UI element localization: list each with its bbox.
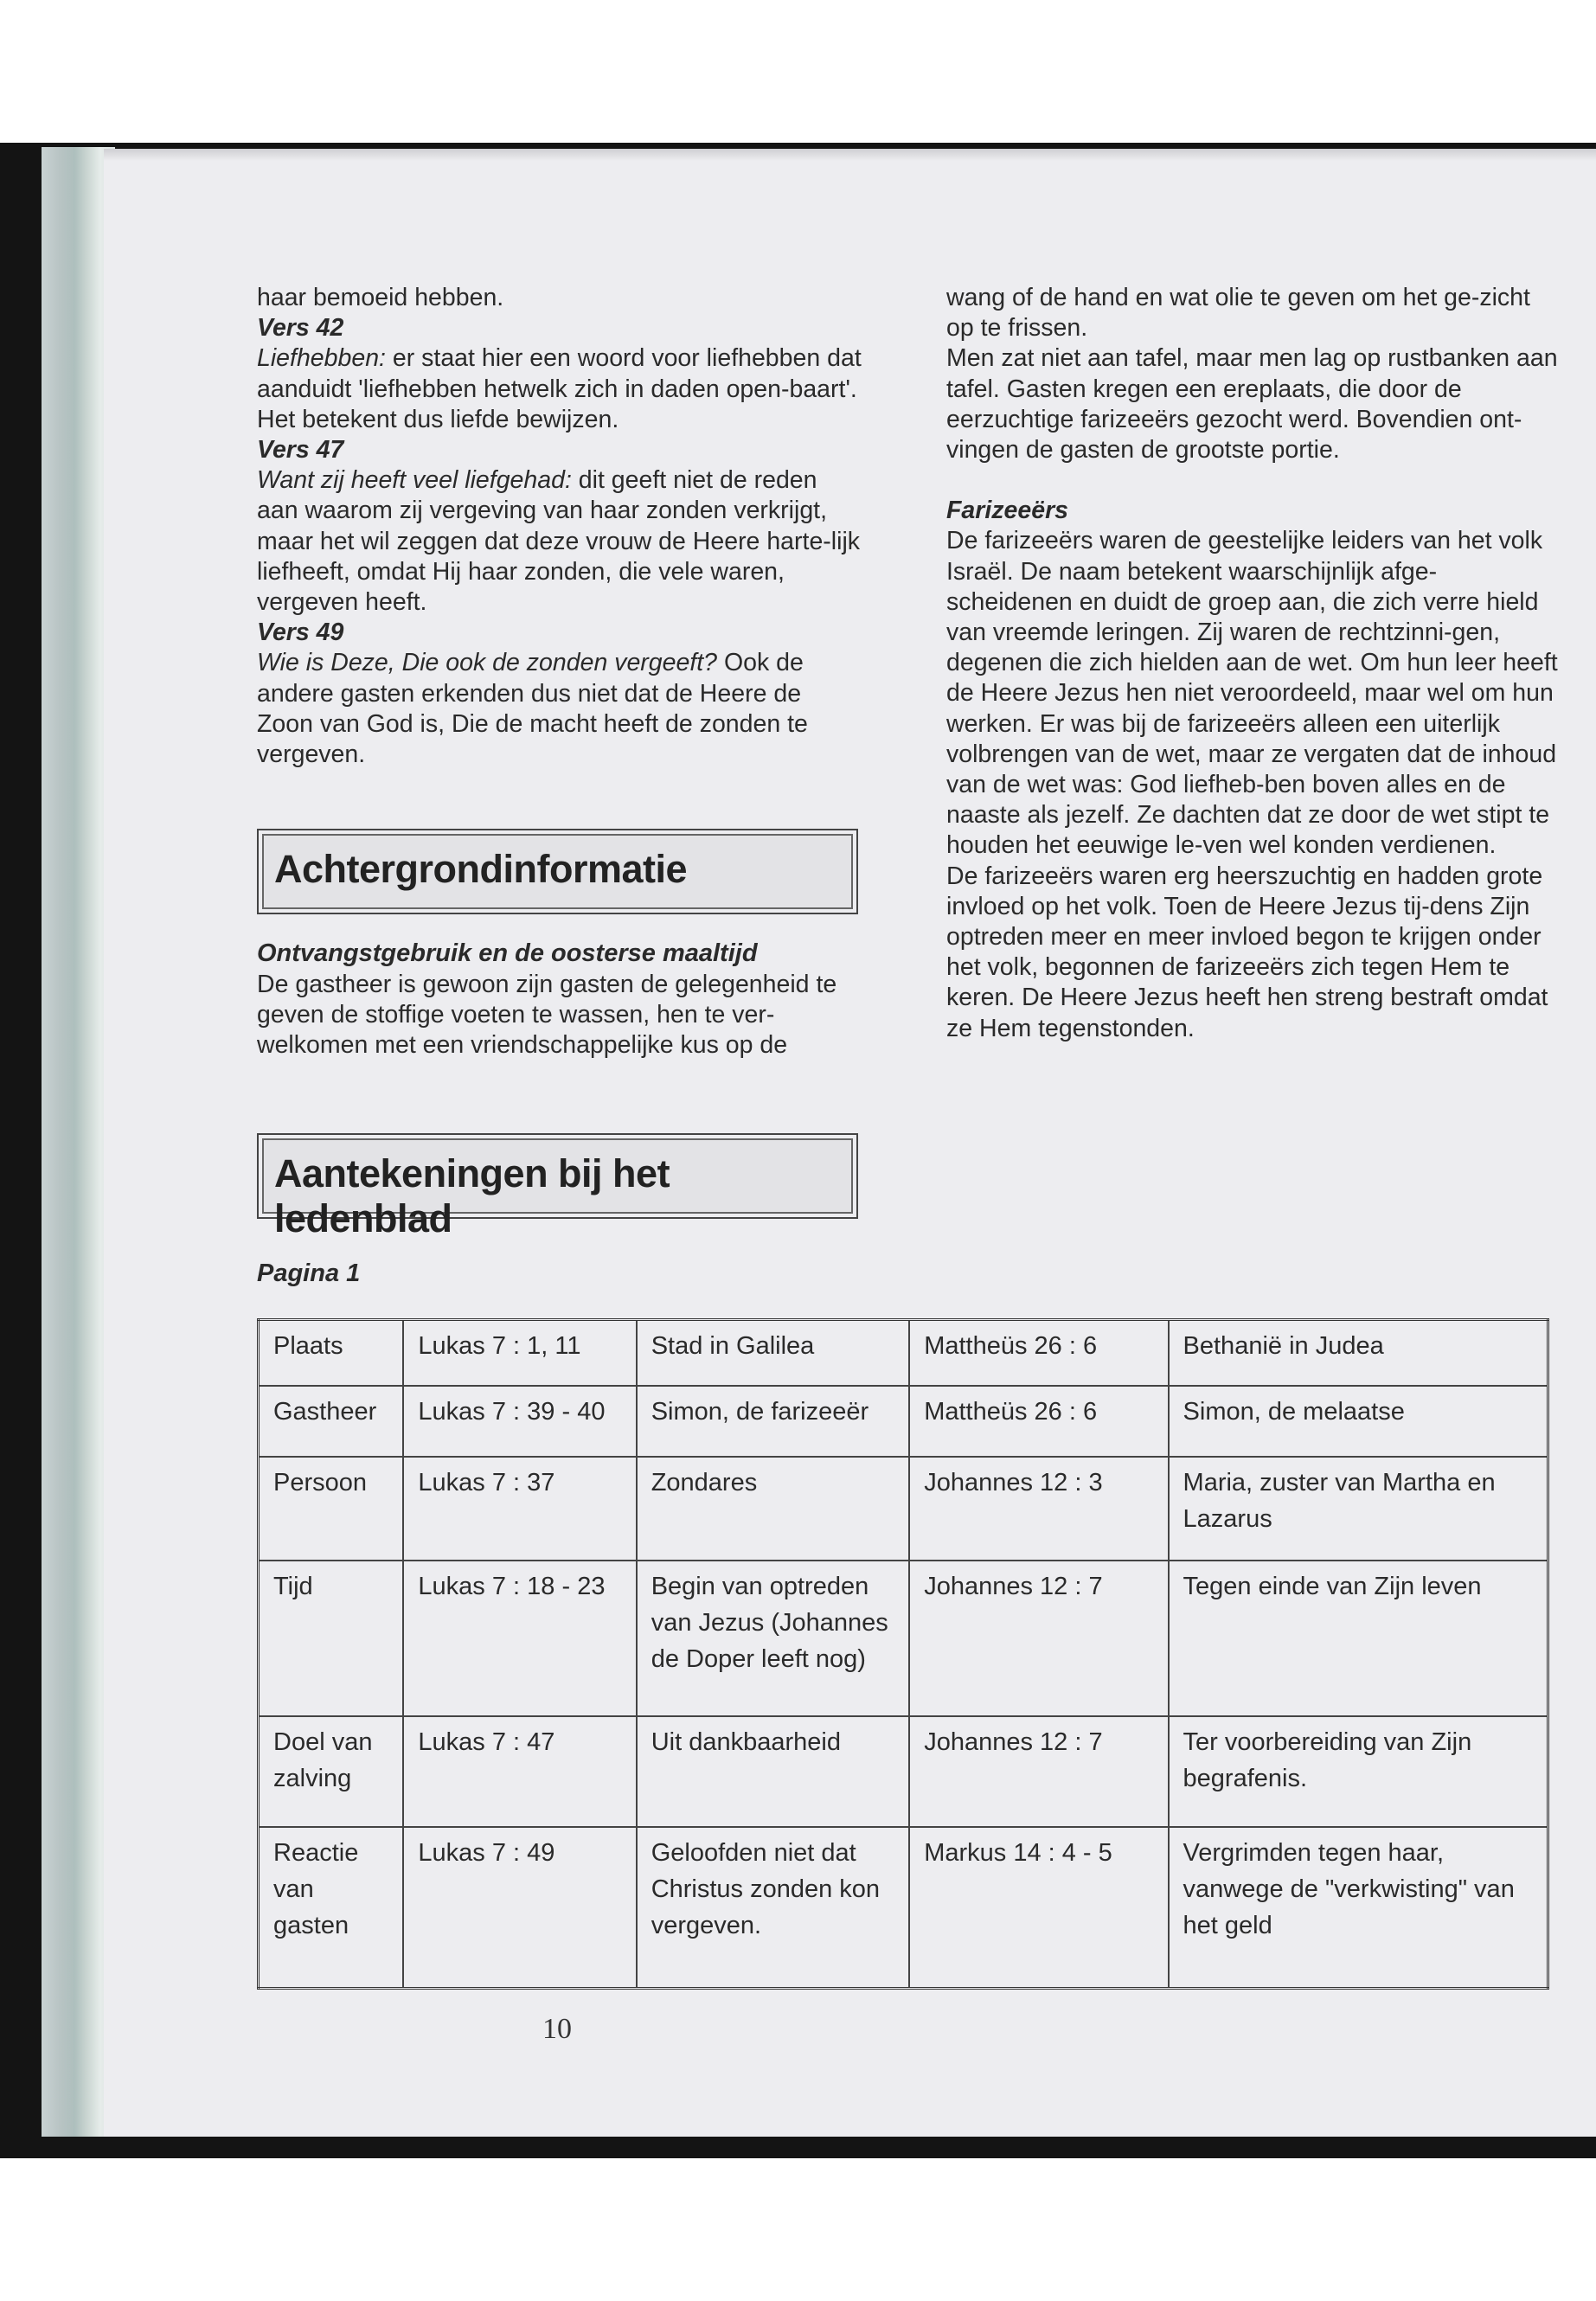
verse-quote: Liefhebben: [257,344,386,373]
paragraph: De farizeeërs waren de geestelijke leiders van het volk Israël. De naam betekent waarschijnlijk afge-scheidenen en duidt de groep aan, die zich verre hield van vreemde leringen. Zij waren de rechtzinni-gen, degenen die zich hielden aan de wet. Om hun leer heeft de Heere Jezus hen niet veroordeeld, maar wel om hun werken. Er was bij de farizeeërs alleen een uiterlijk volbrengen van de wet, maar ze vergaten dat de inhoud van de wet was: God liefheb-ben boven alles en de naaste als jezelf. Ze dachten dat ze door de wet stipt te houden het eeuwige le-ven wel konden verdienen. [946,527,1558,860]
table-cell: Geloofden niet dat Christus zonden kon vergeven. [637,1827,910,1989]
paragraph: Men zat niet aan tafel, maar men lag op rustbanken aan tafel. Gasten kregen een ereplaats, die door de eerzuchtige farizeeërs gezocht werd. Bovendien ont-vingen de gasten de grootste portie. [946,344,1558,465]
comparison-table [257,1318,1549,1990]
table-cell: Plaats [259,1320,404,1386]
table-row [259,1827,1548,1989]
table-cell: Ter voorbereiding van Zijn begrafenis. [1169,1716,1548,1827]
table-row [259,1716,1548,1827]
section-title: Aantekeningen bij het ledenblad [274,1151,670,1240]
paragraph: De gastheer is gewoon zijn gasten de gelegenheid te geven de stoffige voeten te wassen, hen te ver-welkomen met een vriendschappelijke kus op de [257,971,837,1060]
subheading: Ontvangstgebruik en de oosterse maaltijd [257,939,758,967]
table-cell: Simon, de melaatse [1169,1386,1548,1457]
verse-heading: Vers 49 [257,619,344,647]
left-column [257,283,862,770]
table-cell: Markus 14 : 4 - 5 [909,1827,1168,1989]
table-cell: Lukas 7 : 18 - 23 [403,1561,636,1716]
section-heading-box [257,829,858,914]
right-column [946,283,1561,1044]
page-reference: Pagina 1 [257,1259,361,1287]
table-cell: Johannes 12 : 3 [909,1457,1168,1561]
page-shadow [104,149,1596,161]
spacer [946,465,1561,496]
table-row [259,1386,1548,1457]
table-cell: Lukas 7 : 1, 11 [403,1320,636,1386]
verse-text: Ook de andere gasten erkenden dus niet dat de Heere de Zoon van God is, Die de macht heeft de zonden te vergeven. [257,649,808,769]
table-row [259,1320,1548,1386]
verse-text: dit geeft niet de reden aan waarom zij vergeving van haar zonden verkrijgt, maar het wil zeggen dat deze vrouw de Heere harte-lijk liefheeft, omdat Hij haar zonden, die vele waren, vergeven heeft. [257,466,861,617]
verse-heading: Vers 42 [257,314,344,343]
table-cell: Simon, de farizeeër [637,1386,910,1457]
table-cell: Mattheüs 26 : 6 [909,1386,1168,1457]
text-line: haar bemoeid hebben. [257,284,504,311]
table-cell: Bethanië in Judea [1169,1320,1548,1386]
table-cell: Maria, zuster van Martha en Lazarus [1169,1457,1548,1561]
verse-paragraph [257,465,862,618]
table-cell: Johannes 12 : 7 [909,1716,1168,1827]
table-cell: Johannes 12 : 7 [909,1561,1168,1716]
table-cell: Tegen einde van Zijn leven [1169,1561,1548,1716]
table-cell: Begin van optreden van Jezus (Johannes de Doper leeft nog) [637,1561,910,1716]
table-cell: Stad in Galilea [637,1320,910,1386]
table-cell: Lukas 7 : 37 [403,1457,636,1561]
verse-quote: Want zij heeft veel liefgehad: [257,466,572,495]
verse-paragraph [257,648,862,770]
subheading: Farizeeërs [946,497,1069,525]
table-cell: Vergrimden tegen haar, vanwege de "verkwisting" van het geld [1169,1827,1548,1989]
table-cell: Zondares [637,1457,910,1561]
paragraph: wang of de hand en wat olie te geven om het ge-zicht op te frissen. [946,284,1530,343]
table-cell: Uit dankbaarheid [637,1716,910,1827]
verse-text: er staat hier een woord voor liefhebben dat aanduidt 'liefhebben hetwelk zich in daden open-baart'. Het betekent dus liefde bewijzen. [257,344,862,433]
table-cell: Tijd [259,1561,404,1716]
table-cell: Mattheüs 26 : 6 [909,1320,1168,1386]
table-cell: Doel van zalving [259,1716,404,1827]
table-cell: Lukas 7 : 49 [403,1827,636,1989]
section-title: Achtergrondinformatie [274,847,688,891]
verse-quote: Wie is Deze, Die ook de zonden vergeeft? [257,649,718,677]
section-heading-box [257,1133,858,1240]
table-cell: Reactie van gasten [259,1827,404,1989]
table-row [259,1457,1548,1561]
table-row [259,1561,1548,1716]
paragraph: De farizeeërs waren erg heerszuchtig en hadden grote invloed op het volk. Toen de Heere Jezus tij-dens Zijn optreden meer en meer invloed begon te krijgen onder het volk, begonnen de farizeeërs zich tegen Hem te keren. De Heere Jezus heeft hen streng bestraft omdat ze Hem tegenstonden. [946,862,1548,1042]
page-number: 10 [542,2013,572,2045]
table-cell: Gastheer [259,1386,404,1457]
table-cell: Lukas 7 : 47 [403,1716,636,1827]
table-cell: Persoon [259,1457,404,1561]
verse-paragraph [257,343,862,435]
table-cell: Lukas 7 : 39 - 40 [403,1386,636,1457]
verse-heading: Vers 47 [257,436,344,465]
